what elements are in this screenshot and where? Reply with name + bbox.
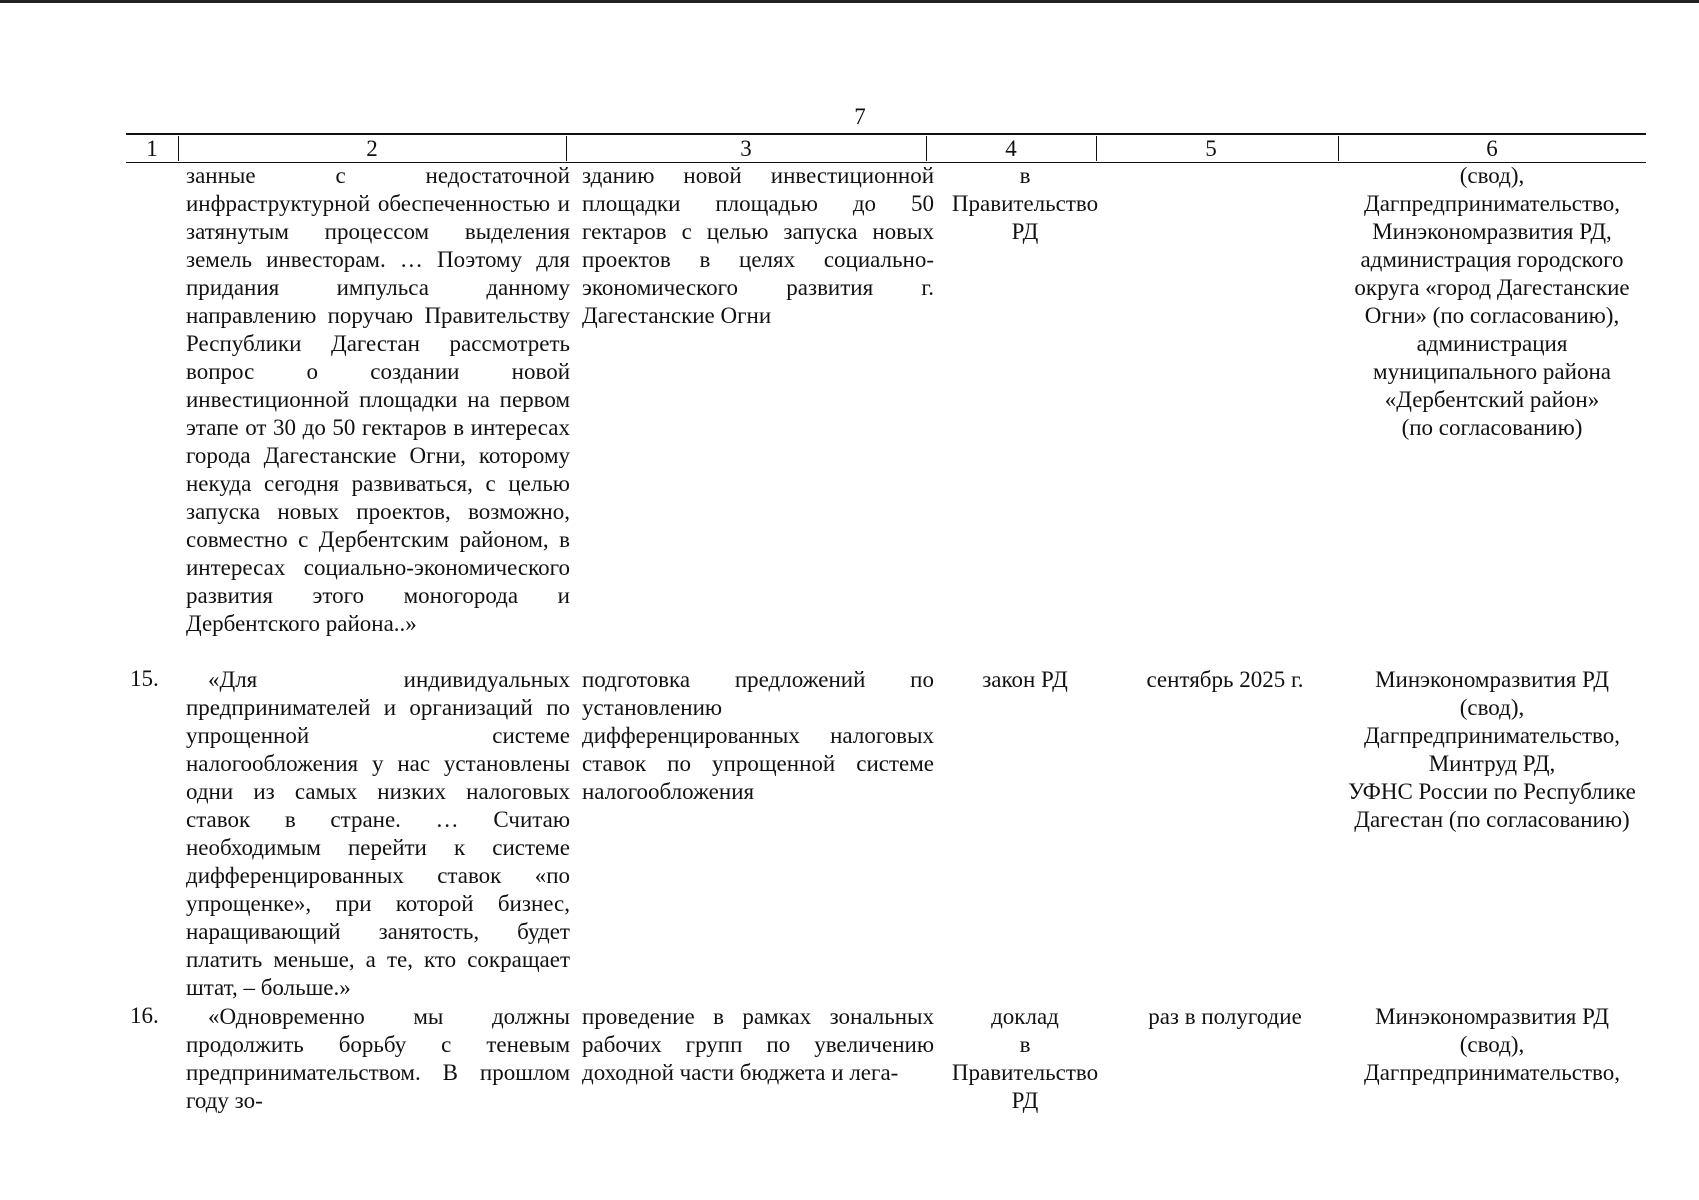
row-executors: Минэкономразвития РД (свод), Дагпредпринимательство, — [1364, 1004, 1620, 1085]
row-action: зданию новой инвестиционной площадки площадью до 50 гектаров с целью запуска новых проектов в целях социально-экономического развития г. Дагестанские Огни — [582, 163, 934, 328]
row-number: 16. — [130, 1003, 159, 1028]
header-col-2: 2 — [366, 136, 378, 161]
row-executors: (свод), Дагпредпринимательство, Минэкономразвития РД, администрация городского округа «город Дагестанские Огни» (по согласованию), администрация муниципального района «Дербентский район» (по согласованию) — [1354, 163, 1630, 440]
scan-top-edge — [0, 0, 1699, 3]
row-form: закон РД — [982, 667, 1068, 692]
row-action: подготовка предложений по установлению дифференцированных налоговых ставок по упрощенной системе налогообложения — [582, 667, 934, 804]
header-col-3: 3 — [740, 136, 752, 161]
header-col-5: 5 — [1205, 136, 1217, 161]
row-quote: «Для индивидуальных предпринимателей и организаций по упрощенной системе налогообложения у нас установлены одни из самых низких налоговых ставок в стране. … Считаю необходимым перейти к системе дифференцированных ставок «по упрощенке», при которой бизнес, наращивающий занятость, будет платить меньше, а те, кто сокращает штат, – больше.» — [186, 667, 570, 1000]
header-col-1: 1 — [146, 136, 158, 161]
row-action: проведение в рамках зональных рабочих групп по увеличению доходной части бюджета и лега- — [582, 1004, 934, 1085]
header-col-6: 6 — [1486, 136, 1498, 161]
table-header-row — [126, 133, 1646, 163]
row-form: в Правительство РД — [951, 163, 1099, 244]
row-term: раз в полугодие — [1148, 1004, 1302, 1029]
row-number: 15. — [130, 666, 159, 691]
row-executors: Минэкономразвития РД (свод), Дагпредпринимательство, Минтруд РД, УФНС России по Республике Дагестан (по согласованию) — [1348, 667, 1636, 832]
header-col-4: 4 — [1005, 136, 1017, 161]
row-quote: занные с недостаточной инфраструктурной обеспеченностью и затянутым процессом выделения земель инвесторам. … Поэтому для придания импульса данному направлению поручаю Правительству Республики Дагестан рассмотреть вопрос о создании новой инвестиционной площадки на первом этапе от 30 до 50 гектаров в интересах города Дагестанские Огни, которому некуда сегодня развиваться, с целью запуска новых проектов, возможно, совместно с Дербентским районом, в интересах социально-экономического развития этого моногорода и Дербентского района..» — [186, 163, 570, 636]
row-form: доклад в Правительство РД — [951, 1004, 1099, 1113]
row-quote: «Одновременно мы должны продолжить борьбу с теневым предпринимательством. В прошлом году зо- — [186, 1004, 570, 1113]
row-term: сентябрь 2025 г. — [1146, 667, 1304, 692]
page-number: 7 — [854, 104, 866, 129]
